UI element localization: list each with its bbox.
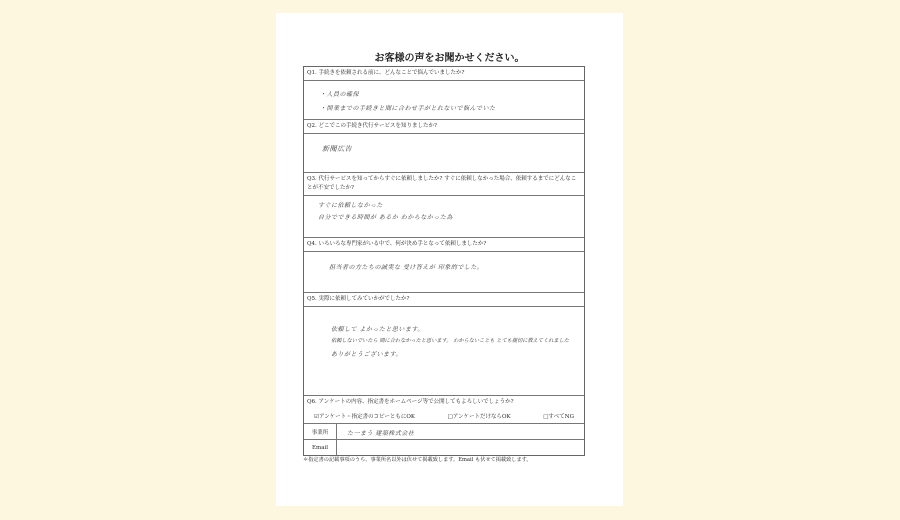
q6-label: Q6. アンケートの内容、指定書をホームページ等で公開してもよろしいでしょうか? — [304, 396, 584, 409]
answer-line: 新聞広告 — [322, 145, 352, 153]
q3-answer — [304, 196, 584, 238]
q5-label: Q5. 実際に依頼してみていかがでしたか? — [304, 293, 584, 307]
answer-line: 依頼しないでいたら 間に合わなかったと思います。 わからないことも とても親切に教えてくれました — [331, 338, 569, 344]
office-value: た一まう 建築株式会社 — [347, 430, 415, 437]
answer-line: ありがとうございます。 — [331, 351, 403, 358]
survey-sheet — [276, 13, 623, 506]
email-value — [337, 440, 584, 455]
option-both-ok[interactable]: ☑アンケート・指定書のコピーともにOK — [314, 414, 415, 420]
q2-answer — [304, 134, 584, 173]
q6-options — [304, 409, 584, 423]
answer-line: 担当者の方たちの誠実な 受け答えが 印象的でした。 — [329, 264, 484, 271]
answer-line: ・人員の確保 — [320, 91, 360, 98]
q1-label: Q1. 手続きを依頼される前に、どんなことで悩んでいましたか? — [304, 67, 584, 81]
answer-line: すぐに依頼しなかった — [318, 202, 384, 209]
answer-line: 自分でできる時間が あるか わからなかった為 — [318, 214, 453, 221]
q2-label: Q2. どこでこの手続き代行サービスを知りましたか? — [304, 120, 584, 134]
q4-label: Q4. いろいろな専門家がいる中で、何が決め手となって依頼しましたか? — [304, 238, 584, 252]
office-row — [304, 423, 584, 439]
answer-line: ・開業までの手続きと間に合わせ手がとれないで悩んでいた — [320, 105, 496, 112]
q5-answer — [304, 307, 584, 396]
page-title: お客様の声をお聞かせください。 — [374, 53, 525, 64]
email-label: Email — [304, 440, 337, 455]
option-survey-only[interactable]: □アンケートだけならOK — [447, 414, 511, 420]
footnote: ＊指定書の記載事項のうち、事業所名以外は伏せて掲載致します。Email も伏せて掲載致します。 — [303, 457, 532, 463]
office-label: 事業所 — [304, 424, 337, 439]
option-all-ng[interactable]: □すべてNG — [543, 414, 574, 420]
q3-label: Q3. 代行サービスを知ってからすぐに依頼しましたか? すぐに依頼しなかった場合、依頼するまでにどんなことが不安でしたか? — [304, 173, 584, 196]
q1-answer — [304, 81, 584, 120]
survey-table — [303, 66, 585, 456]
q4-answer — [304, 252, 584, 293]
email-row — [304, 439, 584, 455]
answer-line: 依頼して よかったと思います。 — [331, 326, 424, 333]
